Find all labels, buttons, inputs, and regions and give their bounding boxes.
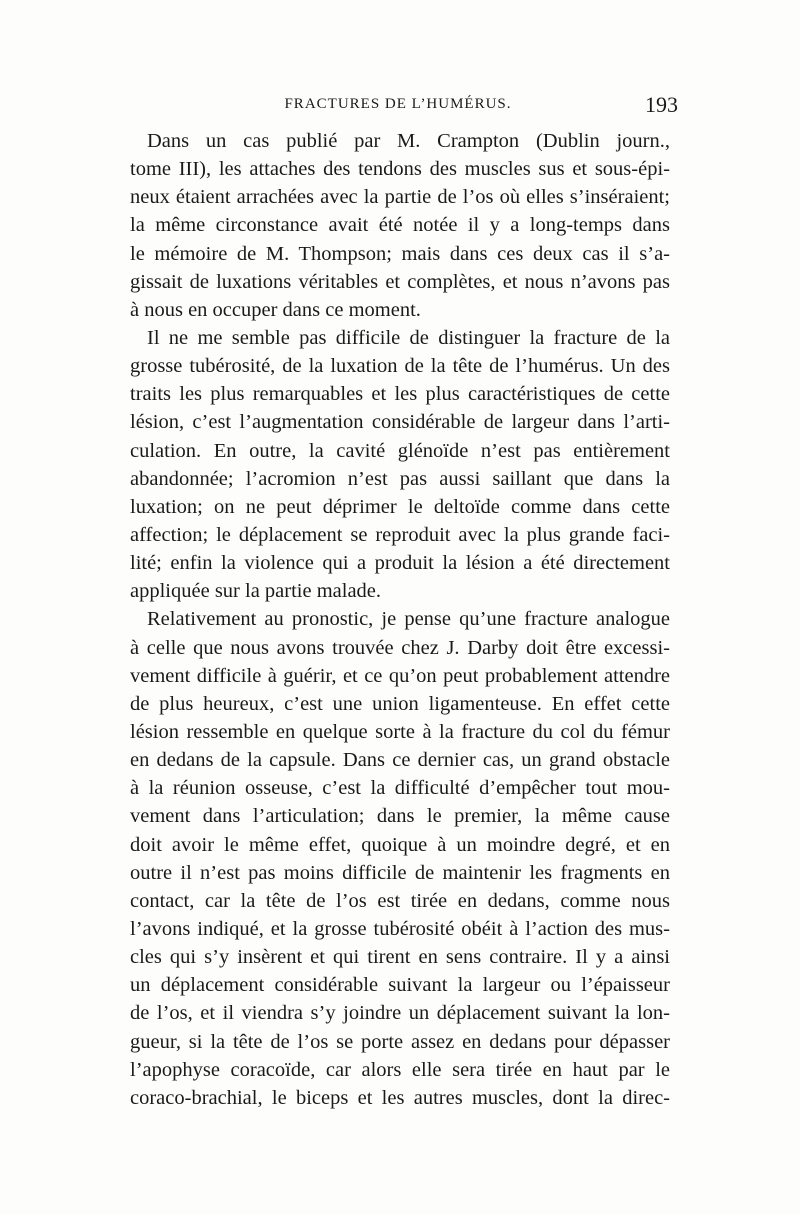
text-line: traits les plus remarquables et les plus caractéristiques de cette (130, 383, 670, 406)
text-line: vement dans l’articulation; dans le premier, la même cause (130, 805, 670, 828)
text-line: neux étaient arrachées avec la partie de l’os où elles s’inséraient; (130, 186, 670, 209)
text-line: luxation; on ne peut déprimer le deltoïde comme dans cette (130, 495, 670, 518)
text-line: cles qui s’y insèrent et qui tirent en sens contraire. Il y a ainsi (130, 946, 670, 969)
text-line: l’apophyse coracoïde, car alors elle sera tirée en haut par le (130, 1058, 670, 1081)
text-line: grosse tubérosité, de la luxation de la tête de l’humérus. Un des (130, 355, 670, 378)
text-line: en dedans de la capsule. Dans ce dernier cas, un grand obstacle (130, 749, 670, 772)
text-line: gueur, si la tête de l’os se porte assez en dedans pour dépasser (130, 1030, 670, 1053)
text-line: vement difficile à guérir, et ce qu’on peut probablement attendre (130, 664, 670, 687)
text-line: à nous en occuper dans ce moment. (130, 298, 421, 321)
running-head (118, 92, 678, 126)
text-line: tome III), les attaches des tendons des muscles sus et sous-épi- (130, 158, 670, 181)
text-line: le mémoire de M. Thompson; mais dans ces deux cas il s’a- (130, 242, 670, 265)
text-line: à la réunion osseuse, c’est la difficulté d’empêcher tout mou- (130, 777, 670, 800)
text-line: Relativement au pronostic, je pense qu’une fracture analogue (147, 608, 670, 631)
text-line: contact, car la tête de l’os est tirée en dedans, comme nous (130, 889, 670, 912)
text-line: Dans un cas publié par M. Crampton (Dublin journ., (147, 130, 670, 152)
text-line: appliquée sur la partie malade. (130, 580, 382, 603)
text-line: affection; le déplacement se reproduit avec la plus grande faci- (130, 523, 670, 546)
text-line: abandonnée; l’acromion n’est pas aussi saillant que dans la (130, 467, 670, 490)
text-line: gissait de luxations véritables et complètes, et nous n’avons pas (130, 270, 670, 293)
text-line: à celle que nous avons trouvée chez J. Darby doit être excessi- (130, 636, 670, 659)
text-line: de l’os, et il viendra s’y joindre un déplacement suivant la lon- (130, 1002, 670, 1025)
text-line: Il ne me semble pas difficile de distinguer la fracture de la (147, 326, 670, 349)
text-line: la même circonstance avait été notée il y a long-temps dans (130, 214, 670, 237)
text-line: lésion, c’est l’augmentation considérable de largeur dans l’arti- (130, 411, 670, 434)
running-title: FRACTURES DE L’HUMÉRUS. (284, 96, 512, 112)
text-line: coraco-brachial, le biceps et les autres muscles, dont la direc- (130, 1086, 670, 1109)
text-line: l’avons indiqué, et la grosse tubérosité obéit à l’action des mus- (130, 917, 670, 940)
text-line: lésion ressemble en quelque sorte à la fracture du col du fémur (130, 720, 670, 743)
text-line: outre il n’est pas moins difficile de maintenir les fragments en (130, 861, 670, 884)
text-line: de plus heureux, c’est une union ligamenteuse. En effet cette (130, 692, 670, 715)
page-number: 193 (645, 92, 678, 117)
body-text (130, 127, 670, 1112)
text-line: un déplacement considérable suivant la largeur ou l’épaisseur (130, 974, 670, 997)
text-line: doit avoir le même effet, quoique à un moindre degré, et en (130, 833, 670, 856)
text-line: lité; enfin la violence qui a produit la lésion a été directement (130, 552, 670, 575)
text-line: culation. En outre, la cavité glénoïde n’est pas entièrement (130, 439, 670, 462)
